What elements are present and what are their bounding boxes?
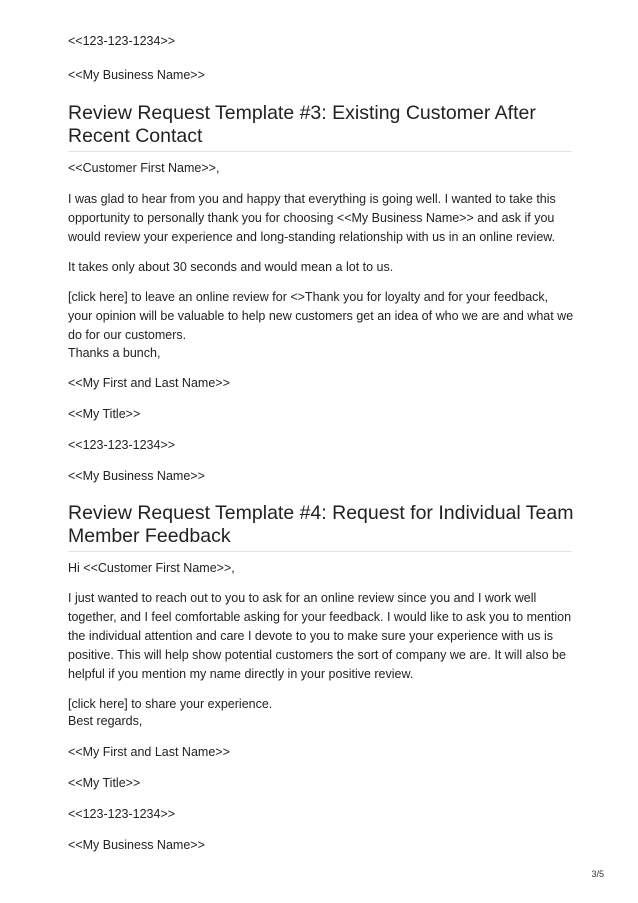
page-content bbox=[68, 0, 572, 854]
section4-title: <<My Title>> bbox=[68, 776, 141, 790]
top-business-name: <<My Business Name>> bbox=[68, 68, 205, 82]
paragraph-line: your opinion will be valuable to help new customers get an idea of who we are and what we bbox=[68, 309, 574, 323]
paragraph-line: positive. This will help show potential customers the sort of company we are. It will also be bbox=[68, 648, 566, 662]
section4-business-name: <<My Business Name>> bbox=[68, 838, 205, 852]
paragraph-line: [click here] to leave an online review for <>Thank you for loyalty and for your feedback, bbox=[68, 290, 549, 304]
section4-heading-line: Member Feedback bbox=[68, 525, 231, 547]
section4-heading bbox=[68, 502, 572, 548]
section4-phone: <<123-123-1234>> bbox=[68, 807, 176, 821]
section4-heading-line: Review Request Template #4: Request for Individual Team bbox=[68, 502, 574, 524]
paragraph-line: I was glad to hear from you and happy that everything is going well. I wanted to take this bbox=[68, 192, 556, 206]
section4-signoff: Best regards, bbox=[68, 714, 143, 728]
section3-paragraph-2: It takes only about 30 seconds and would mean a lot to us. bbox=[68, 260, 394, 274]
section4-cta: [click here] to share your experience. bbox=[68, 697, 273, 711]
paragraph-line: do for our customers. bbox=[68, 328, 187, 342]
paragraph-line: I just wanted to reach out to you to ask for an online review since you and I work well bbox=[68, 591, 537, 605]
paragraph-line: would review your experience and long-standing relationship with us in an online review. bbox=[68, 230, 556, 244]
section3-greeting: <<Customer First Name>>, bbox=[68, 161, 220, 175]
section3-phone: <<123-123-1234>> bbox=[68, 438, 176, 452]
section4-cta-block bbox=[68, 696, 572, 730]
paragraph-line: the individual attention and care I devote to you to make sure your experience with us is bbox=[68, 629, 554, 643]
paragraph-line: opportunity to personally thank you for choosing <<My Business Name>> and ask if you bbox=[68, 211, 555, 225]
section3-business-name: <<My Business Name>> bbox=[68, 469, 205, 483]
section4-greeting: Hi <<Customer First Name>>, bbox=[68, 561, 235, 575]
paragraph-line: together, and I feel comfortable asking for your feedback. I would like to ask you to mention bbox=[68, 610, 572, 624]
section3-title: <<My Title>> bbox=[68, 407, 141, 421]
section3-heading-line: Recent Contact bbox=[68, 125, 203, 147]
section3-paragraph-1 bbox=[68, 190, 572, 247]
section3-paragraph-3 bbox=[68, 288, 572, 361]
page-number: 3/5 bbox=[591, 869, 604, 879]
paragraph-line: helpful if you mention my name directly in your positive review. bbox=[68, 667, 414, 681]
section3-signoff: Thanks a bunch, bbox=[68, 346, 161, 360]
section4-name: <<My First and Last Name>> bbox=[68, 745, 230, 759]
section3-name: <<My First and Last Name>> bbox=[68, 376, 230, 390]
section4-heading-block bbox=[68, 502, 572, 552]
top-phone: <<123-123-1234>> bbox=[68, 34, 176, 48]
section3-heading bbox=[68, 102, 572, 148]
section3-heading-line: Review Request Template #3: Existing Customer After bbox=[68, 102, 536, 124]
section3-heading-block bbox=[68, 102, 572, 152]
section4-paragraph-1 bbox=[68, 589, 572, 684]
